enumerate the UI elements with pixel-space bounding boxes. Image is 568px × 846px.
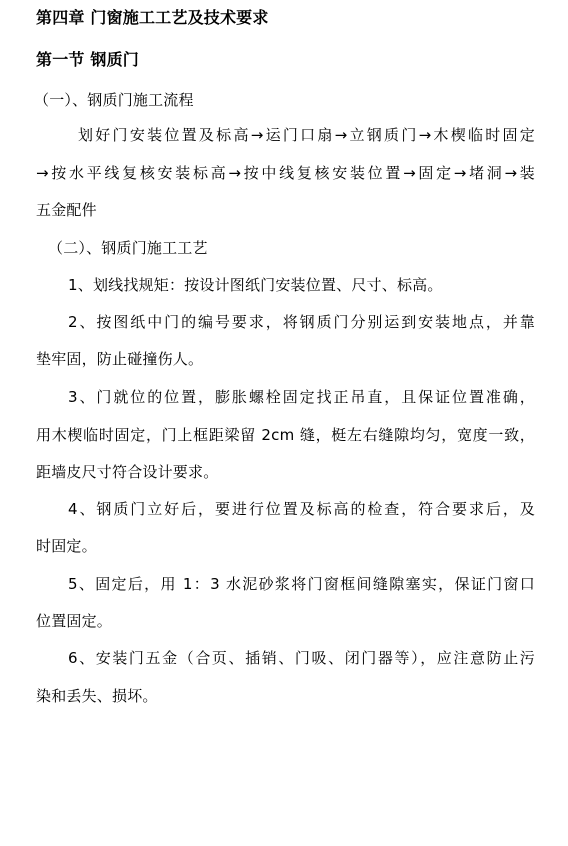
flow-line-3: 五金配件 (36, 201, 97, 219)
step-5-line-2: 位置固定。 (36, 612, 113, 630)
step-3-line-2: 用木楔临时固定，门上框距梁留 2cm 缝，梃左右缝隙均匀，宽度一致， (36, 426, 535, 444)
step-3-line-1: 3、门就位的位置，膨胀螺栓固定找正吊直，且保证位置准确， (68, 388, 535, 406)
step-5-line-1: 5、固定后，用 1：3 水泥砂浆将门窗框间缝隙塞实，保证门窗口 (68, 575, 535, 593)
step-1-line-1: 1、划线找规矩：按设计图纸门安装位置、尺寸、标高。 (68, 276, 443, 294)
section-title: 第一节 钢质门 (36, 50, 139, 69)
step-6-line-2: 染和丢失、损坏。 (36, 687, 158, 705)
subsection-title-flow: （一）、钢质门施工流程 (34, 91, 194, 109)
step-2-line-1: 2、按图纸中门的编号要求，将钢质门分别运到安装地点，并靠 (68, 313, 535, 331)
step-4-line-1: 4、钢质门立好后，要进行位置及标高的检查，符合要求后，及 (68, 500, 535, 518)
step-2-line-2: 垫牢固，防止碰撞伤人。 (36, 350, 204, 368)
step-3-line-3: 距墙皮尺寸符合设计要求。 (36, 463, 219, 481)
step-6-line-1: 6、安装门五金（合页、插销、门吸、闭门器等），应注意防止污 (68, 649, 535, 667)
step-4-line-2: 时固定。 (36, 537, 97, 555)
flow-line-1: 划好门安装位置及标高→运门口扇→立钢质门→木楔临时固定 (78, 126, 535, 144)
flow-line-2: →按水平线复核安装标高→按中线复核安装位置→固定→堵洞→装 (36, 164, 535, 182)
subsection-title-process: （二）、钢质门施工工艺 (48, 239, 208, 257)
chapter-title: 第四章 门窗施工工艺及技术要求 (36, 8, 269, 27)
